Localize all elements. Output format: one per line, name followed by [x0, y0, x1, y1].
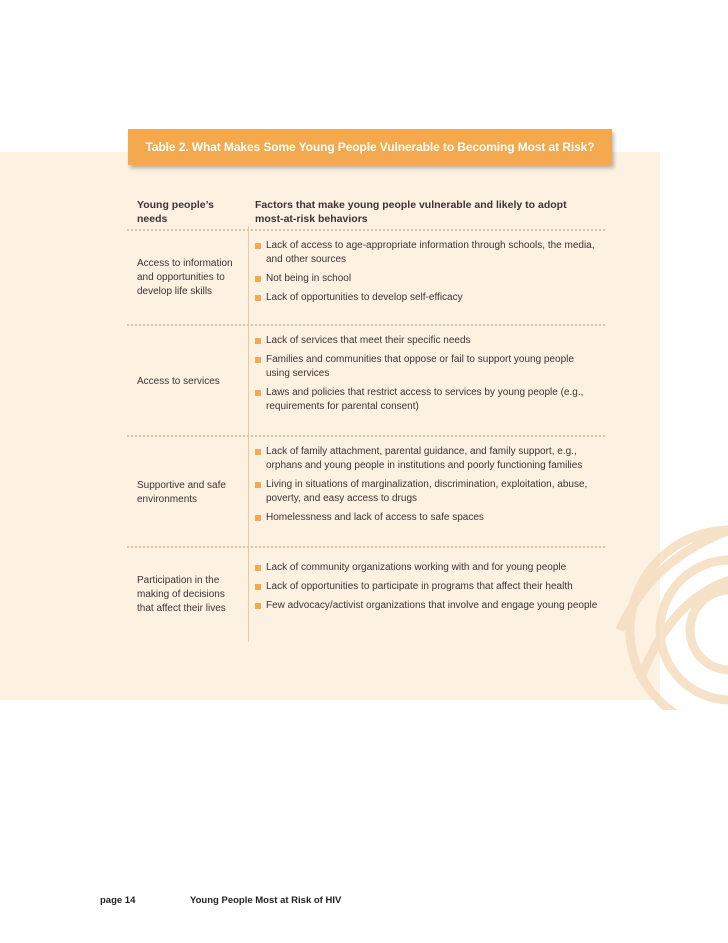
square-bullet-icon: [255, 276, 261, 282]
square-bullet-icon: [255, 584, 261, 590]
column-divider: [248, 226, 249, 642]
square-bullet-icon: [255, 390, 261, 396]
square-bullet-icon: [255, 338, 261, 344]
factor-list-participation: [255, 561, 600, 618]
list-item: Lack of family attachment, parental guidance, and family support, e.g., orphans and young people in institutions and poorly functioning families: [255, 445, 600, 473]
running-title: Young People Most at Risk of HIV: [190, 895, 342, 906]
list-item: Lack of community organizations working with and for young people: [255, 561, 600, 575]
table-title-banner: [128, 129, 612, 165]
square-bullet-icon: [255, 565, 261, 571]
list-item: Lack of opportunities to participate in programs that affect their health: [255, 580, 600, 594]
list-item: Homelessness and lack of access to safe spaces: [255, 511, 600, 525]
square-bullet-icon: [255, 295, 261, 301]
row-divider: [127, 229, 605, 231]
list-item: Laws and policies that restrict access to services by young people (e.g., requirements for parental consent): [255, 386, 600, 414]
square-bullet-icon: [255, 515, 261, 521]
row-divider: [127, 324, 605, 326]
list-item: Lack of access to age-appropriate information through schools, the media, and other sources: [255, 239, 600, 267]
square-bullet-icon: [255, 357, 261, 363]
column-header-factors: Factors that make young people vulnerable and likely to adopt most-at-risk behaviors: [255, 199, 567, 225]
need-label-environments: Supportive and safe environments: [137, 480, 226, 505]
need-label-participation: Participation in the making of decisions that affect their lives: [137, 575, 226, 614]
list-item: Living in situations of marginalization, discrimination, exploitation, abuse, poverty, and easy access to drugs: [255, 478, 600, 506]
square-bullet-icon: [255, 482, 261, 488]
list-item: Lack of opportunities to develop self-efficacy: [255, 291, 600, 305]
factor-list-services: [255, 334, 600, 419]
list-item: Few advocacy/activist organizations that involve and engage young people: [255, 599, 600, 613]
need-label-life-skills: Access to information and opportunities to develop life skills: [137, 258, 233, 297]
need-label-services: Access to services: [137, 376, 220, 387]
factor-list-environments: [255, 445, 600, 530]
factor-list-life-skills: [255, 239, 600, 310]
page-number: page 14: [100, 895, 136, 906]
row-divider: [127, 435, 605, 437]
row-divider: [127, 546, 605, 548]
square-bullet-icon: [255, 243, 261, 249]
square-bullet-icon: [255, 449, 261, 455]
list-item: Lack of services that meet their specific needs: [255, 334, 600, 348]
table-title: Table 2. What Makes Some Young People Vulnerable to Becoming Most at Risk?: [145, 140, 595, 154]
list-item: Not being in school: [255, 272, 600, 286]
square-bullet-icon: [255, 603, 261, 609]
column-header-needs: Young people’s needs: [137, 199, 215, 225]
list-item: Families and communities that oppose or fail to support young people using services: [255, 353, 600, 381]
